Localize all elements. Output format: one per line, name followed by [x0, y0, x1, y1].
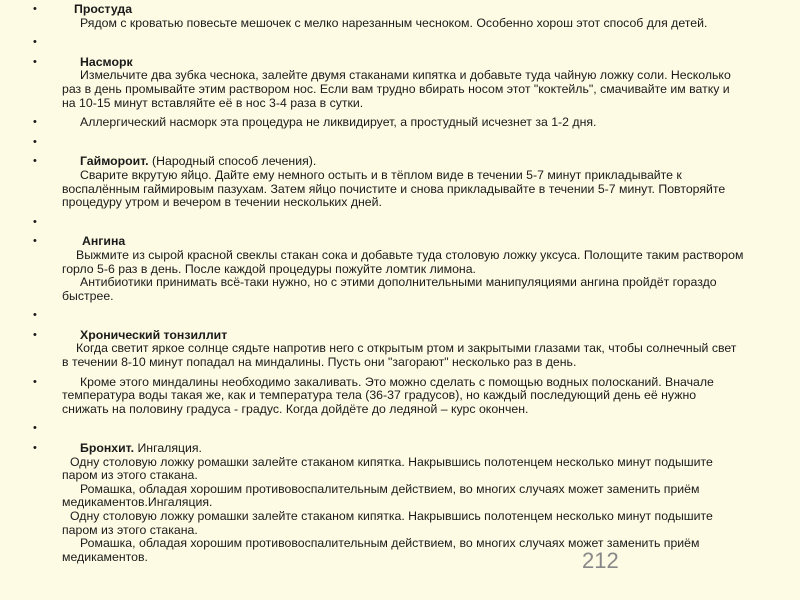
list-item-tonsillitis: [62, 329, 744, 370]
section-title: Простуда: [74, 2, 133, 16]
section-text: Когда светит яркое солнце сядьте напротив него с открытым ртом и закрытыми глазами так, чтобы солнечный свет в течении 8-10 минут попадал на миндалины. Пусть они "загорают" несколько раз в день.: [62, 341, 737, 370]
section-text: Сварите вкрутую яйцо. Дайте ему немного остыть и в тёплом виде в течении 5-7 минут прикладывайте к воспалённым гаймировым пазухам. Затем яйцо почистите и снова прикладывайте в течении 5-7 минут. Повторяйте процедуру утром и вечером в течении нескольких дней.: [62, 167, 726, 210]
page-number: 212: [582, 548, 619, 573]
document-body: [62, 3, 744, 570]
section-subtitle: (Народный способ лечения).: [152, 154, 317, 169]
section-title: Ангина: [82, 234, 126, 249]
list-item-empty: [62, 216, 744, 230]
section-title: Насморк: [80, 54, 133, 69]
list-item-allergic: [62, 116, 744, 130]
section-title: Бронхит.: [80, 441, 135, 456]
section-title: Хронический тонзиллит: [80, 327, 228, 342]
list-item-angina: [62, 235, 744, 303]
list-item-empty: [62, 309, 744, 323]
section-subtitle: Ингаляция.: [137, 441, 202, 456]
section-text: Кроме этого миндалины необходимо закаливать. Это можно сделать с помощью водных полосканий. Вначале температура воды такая же, как и температура тела (36-37 градусов), но каждый последующий день её нужно снижать на половину градуса - градус. Когда дойдёте до ледяной – курс окончен.: [62, 374, 714, 416]
section-title: Гаймороит.: [80, 154, 149, 169]
section-text-3: Одну столовую ложку ромашки залейте стаканом кипятка. Накрывшись полотенцем несколько минут подышите паром из этого стакана.: [62, 509, 713, 537]
section-text-2: Антибиотики принимать всё-таки нужно, но с этими дополнительными манипуляциями ангина пройдёт гораздо быстрее.: [62, 275, 717, 303]
list-item-sinusitis: [62, 155, 744, 209]
section-text-2: Ромашка, обладая хорошим противовоспалительным действием, во многих случаях может заменить приём медикаментов.Ингаляция.: [62, 481, 700, 510]
list-item-empty: [62, 36, 744, 50]
section-text: Аллергический насморк эта процедура не ликвидирует, а простудный исчезнет за 1-2 дня.: [80, 115, 597, 130]
section-text: Измельчите два зубка чеснока, залейте двумя стаканами кипятка и добавьте туда чайную ложку соли. Несколько раз в день промывайте этим раствором нос. Если вам трудно вбирать носом этот "коктейль", смачивайте им ватку и на 10-15 минут вставляйте её в нос 3-4 раза в сутки.: [62, 68, 731, 110]
section-text: Одну столовую ложку ромашки залейте стаканом кипятка. Накрывшись полотенцем несколько минут подышите паром из этого стакана.: [62, 454, 713, 483]
section-text: Выжмите из сырой красной свеклы стакан сока и добавьте туда столовую ложку уксуса. Полощите таким раствором горло 5-6 раз в день. После каждой процедуры пожуйте ломтик лимона.: [62, 247, 744, 276]
list-item-empty: [62, 136, 744, 150]
list-item-hardening: [62, 376, 744, 417]
section-text: Рядом с кроватью повесьте мешочек с мелко нарезанным чесноком. Особенно хорош этот способ для детей.: [80, 15, 708, 30]
list-item-bronchitis: [62, 442, 744, 564]
list-item-cold: [62, 3, 744, 30]
section-text-4: Ромашка, обладая хорошим противовоспалительным действием, во многих случаях может заменить приём медикаментов.: [62, 536, 700, 564]
list-item-runny-nose: [62, 56, 744, 110]
list-item-empty: [62, 422, 744, 436]
